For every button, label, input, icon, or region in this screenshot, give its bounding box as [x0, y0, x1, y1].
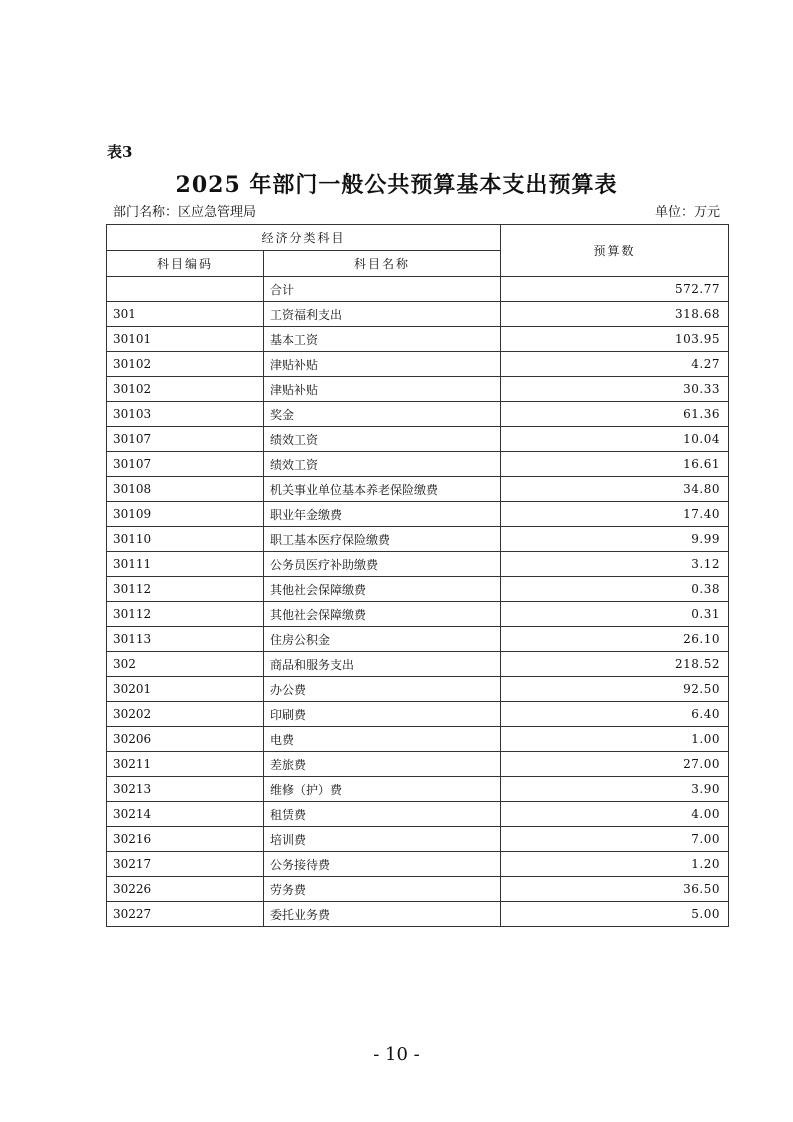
budget-amount-cell: 4.27: [501, 352, 729, 377]
subject-code-cell: 30112: [107, 602, 264, 627]
table-row: [107, 377, 729, 402]
subject-name-cell: 商品和服务支出: [264, 652, 501, 677]
table-row: [107, 277, 729, 302]
table-row: [107, 402, 729, 427]
subject-code-cell: 30216: [107, 827, 264, 852]
table-row: [107, 902, 729, 927]
subject-code-cell: 30103: [107, 402, 264, 427]
budget-amount-cell: 3.12: [501, 552, 729, 577]
table-row: [107, 627, 729, 652]
subject-name-cell: 住房公积金: [264, 627, 501, 652]
subject-code-cell: 30108: [107, 477, 264, 502]
budget-amount-cell: 1.20: [501, 852, 729, 877]
subject-name-cell: 其他社会保障缴费: [264, 602, 501, 627]
table-row: [107, 552, 729, 577]
subject-name-cell: 基本工资: [264, 327, 501, 352]
subject-code-cell: 30227: [107, 902, 264, 927]
table-row: [107, 527, 729, 552]
budget-amount-cell: 17.40: [501, 502, 729, 527]
subject-code-cell: 30107: [107, 427, 264, 452]
subject-code-cell: 30111: [107, 552, 264, 577]
budget-amount-cell: 61.36: [501, 402, 729, 427]
subject-name-cell: 维修（护）费: [264, 777, 501, 802]
subject-name-cell: 印刷费: [264, 702, 501, 727]
budget-amount-cell: 572.77: [501, 277, 729, 302]
table-row: [107, 652, 729, 677]
subject-name-cell: 绩效工资: [264, 452, 501, 477]
budget-amount-cell: 26.10: [501, 627, 729, 652]
budget-amount-cell: 1.00: [501, 727, 729, 752]
table-row: [107, 852, 729, 877]
budget-amount-cell: 16.61: [501, 452, 729, 477]
subject-code-cell: 30113: [107, 627, 264, 652]
table-row: [107, 877, 729, 902]
budget-amount-cell: 3.90: [501, 777, 729, 802]
table-row: [107, 427, 729, 452]
budget-amount-cell: 27.00: [501, 752, 729, 777]
page-number: - 10 -: [373, 1044, 420, 1065]
table-row: [107, 602, 729, 627]
header-subject-name: 科目名称: [264, 251, 501, 277]
table-label: 表3: [107, 143, 133, 161]
budget-amount-cell: 4.00: [501, 802, 729, 827]
subject-code-cell: 30109: [107, 502, 264, 527]
budget-amount-cell: 9.99: [501, 527, 729, 552]
subject-name-cell: 职工基本医疗保险缴费: [264, 527, 501, 552]
budget-amount-cell: 5.00: [501, 902, 729, 927]
table-row: [107, 302, 729, 327]
table-row: [107, 802, 729, 827]
page-title: 2025 年部门一般公共预算基本支出预算表: [175, 172, 618, 198]
header-budget-amount: 预算数: [501, 225, 729, 277]
subject-code-cell: 30214: [107, 802, 264, 827]
subject-name-cell: 奖金: [264, 402, 501, 427]
subject-name-cell: 职业年金缴费: [264, 502, 501, 527]
unit-label: 单位：万元: [654, 205, 720, 220]
subject-name-cell: 津贴补贴: [264, 352, 501, 377]
subject-name-cell: 机关事业单位基本养老保险缴费: [264, 477, 501, 502]
table-row: [107, 352, 729, 377]
table-row: [107, 827, 729, 852]
table-row: [107, 702, 729, 727]
table-row: [107, 502, 729, 527]
subject-name-cell: 绩效工资: [264, 427, 501, 452]
subject-code-cell: 30102: [107, 377, 264, 402]
subject-code-cell: 30211: [107, 752, 264, 777]
subject-code-cell: 30102: [107, 352, 264, 377]
subject-name-cell: 公务接待费: [264, 852, 501, 877]
budget-amount-cell: 10.04: [501, 427, 729, 452]
subject-code-cell: 30112: [107, 577, 264, 602]
table-row: [107, 452, 729, 477]
budget-table: [106, 224, 729, 927]
budget-amount-cell: 6.40: [501, 702, 729, 727]
subject-name-cell: 差旅费: [264, 752, 501, 777]
subject-code-cell: 30101: [107, 327, 264, 352]
subject-code-cell: 30202: [107, 702, 264, 727]
subject-name-cell: 租赁费: [264, 802, 501, 827]
table-row: [107, 777, 729, 802]
budget-amount-cell: 36.50: [501, 877, 729, 902]
table-row: [107, 327, 729, 352]
subject-code-cell: 30201: [107, 677, 264, 702]
subject-code-cell: 30213: [107, 777, 264, 802]
subject-name-cell: 津贴补贴: [264, 377, 501, 402]
subject-name-cell: 电费: [264, 727, 501, 752]
subject-name-cell: 合计: [264, 277, 501, 302]
table-row: [107, 477, 729, 502]
subject-code-cell: 301: [107, 302, 264, 327]
subject-code-cell: 30110: [107, 527, 264, 552]
subject-name-cell: 培训费: [264, 827, 501, 852]
budget-amount-cell: 103.95: [501, 327, 729, 352]
budget-amount-cell: 7.00: [501, 827, 729, 852]
subject-name-cell: 工资福利支出: [264, 302, 501, 327]
subject-name-cell: 公务员医疗补助缴费: [264, 552, 501, 577]
table-row: [107, 727, 729, 752]
subject-name-cell: 办公费: [264, 677, 501, 702]
subject-code-cell: 30206: [107, 727, 264, 752]
header-economic-classification: 经济分类科目: [107, 225, 501, 251]
subject-name-cell: 劳务费: [264, 877, 501, 902]
subject-code-cell: 302: [107, 652, 264, 677]
budget-amount-cell: 92.50: [501, 677, 729, 702]
budget-amount-cell: 218.52: [501, 652, 729, 677]
subject-code-cell: 30217: [107, 852, 264, 877]
table-row: [107, 577, 729, 602]
department-name: 部门名称：区应急管理局: [113, 205, 257, 220]
budget-amount-cell: 318.68: [501, 302, 729, 327]
subject-name-cell: 委托业务费: [264, 902, 501, 927]
subject-code-cell: 30226: [107, 877, 264, 902]
table-row: [107, 677, 729, 702]
budget-amount-cell: 34.80: [501, 477, 729, 502]
budget-amount-cell: 0.38: [501, 577, 729, 602]
subject-code-cell: 30107: [107, 452, 264, 477]
budget-amount-cell: 0.31: [501, 602, 729, 627]
table-body: [107, 277, 729, 927]
header-subject-code: 科目编码: [107, 251, 264, 277]
subject-code-cell: [107, 277, 264, 302]
budget-amount-cell: 30.33: [501, 377, 729, 402]
table-row: [107, 752, 729, 777]
subject-name-cell: 其他社会保障缴费: [264, 577, 501, 602]
